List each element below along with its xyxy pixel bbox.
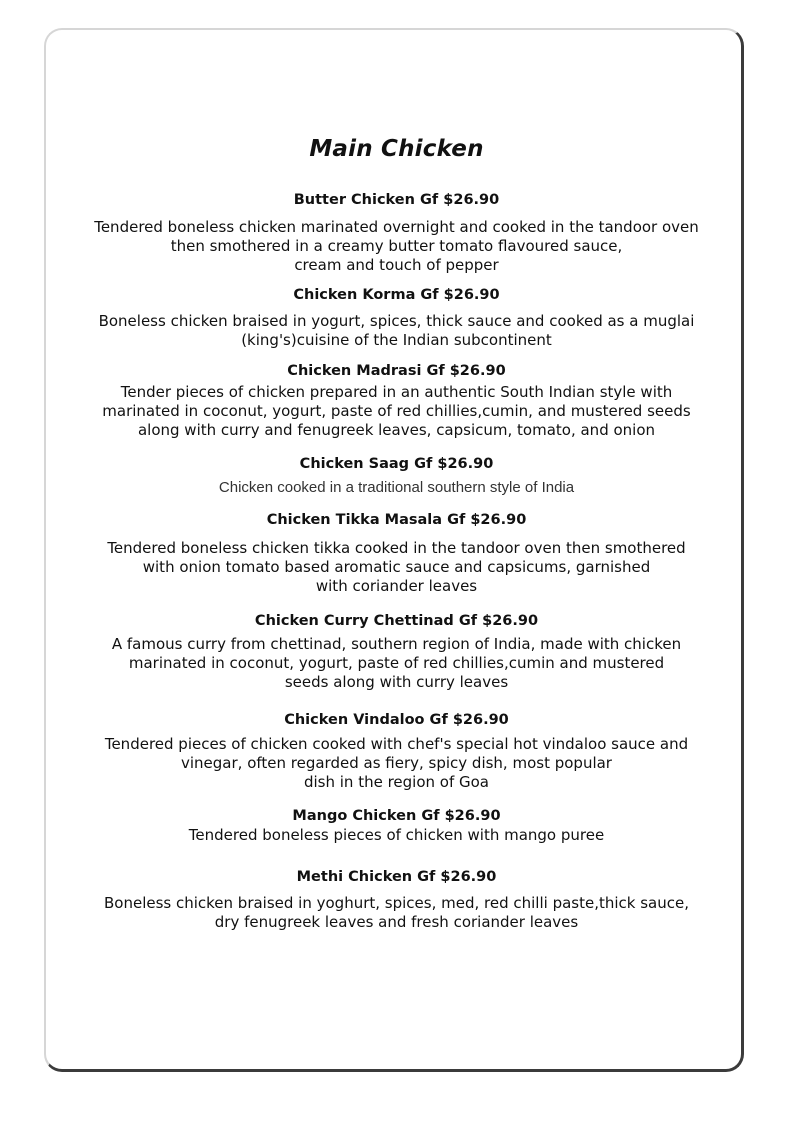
menu-item-description: Tendered boneless pieces of chicken with mango puree bbox=[188, 826, 605, 844]
menu-item-description: Tendered boneless chicken marinated overnight and cooked in the tandoor oven then smothered in a creamy butter tomato flavoured sauce, cream and touch of pepper bbox=[94, 218, 699, 274]
page-title: Main Chicken bbox=[309, 136, 484, 162]
menu-item-description: Chicken cooked in a traditional southern style of India bbox=[218, 479, 575, 496]
menu-item-description: A famous curry from chettinad, southern region of India, made with chicken marinated in coconut, yogurt, paste of red chillies,cumin and mustered seeds along with curry leaves bbox=[111, 635, 682, 691]
menu-item-description: Tendered boneless chicken tikka cooked in the tandoor oven then smothered with onion tomato based aromatic sauce and capsicums, garnished with coriander leaves bbox=[107, 539, 686, 595]
menu-item-description: Tendered pieces of chicken cooked with chef's special hot vindaloo sauce and vinegar, often regarded as fiery, spicy dish, most popular dish in the region of Goa bbox=[104, 735, 689, 791]
menu-item-chicken-korma bbox=[0, 285, 793, 350]
menu-item-name: Chicken Madrasi Gf $26.90 bbox=[287, 363, 506, 379]
menu-item-name: Chicken Korma Gf $26.90 bbox=[293, 287, 500, 303]
menu-item-chicken-madrasi bbox=[0, 361, 793, 440]
menu-item-name: Chicken Saag Gf $26.90 bbox=[299, 456, 494, 472]
menu-item-chicken-curry-chettinad bbox=[0, 611, 793, 692]
menu-item-description: Boneless chicken braised in yoghurt, spices, med, red chilli paste,thick sauce, dry fenugreek leaves and fresh coriander leaves bbox=[103, 894, 689, 931]
menu-item-description: Boneless chicken braised in yogurt, spices, thick sauce and cooked as a muglai (king's)cuisine of the Indian subcontinent bbox=[98, 312, 695, 349]
menu-item-chicken-vindaloo bbox=[0, 710, 793, 792]
menu-item-chicken-tikka-masala bbox=[0, 510, 793, 596]
menu-item-mango-chicken bbox=[0, 806, 793, 845]
menu-item-methi-chicken bbox=[0, 867, 793, 932]
menu-item-name: Methi Chicken Gf $26.90 bbox=[296, 869, 497, 885]
menu-item-butter-chicken bbox=[0, 190, 793, 275]
menu-item-description: Tender pieces of chicken prepared in an authentic South Indian style with marinated in coconut, yogurt, paste of red chillies,cumin, and mustered seeds along with curry and fenugreek leaves, capsicum, tomato, and onion bbox=[102, 383, 691, 439]
menu-item-name: Butter Chicken Gf $26.90 bbox=[293, 192, 500, 208]
menu-item-name: Chicken Vindaloo Gf $26.90 bbox=[284, 712, 509, 728]
menu-item-name: Mango Chicken Gf $26.90 bbox=[292, 808, 501, 824]
menu-item-name: Chicken Curry Chettinad Gf $26.90 bbox=[254, 613, 539, 629]
menu-item-chicken-saag bbox=[0, 454, 793, 497]
menu-item-name: Chicken Tikka Masala Gf $26.90 bbox=[266, 512, 527, 528]
